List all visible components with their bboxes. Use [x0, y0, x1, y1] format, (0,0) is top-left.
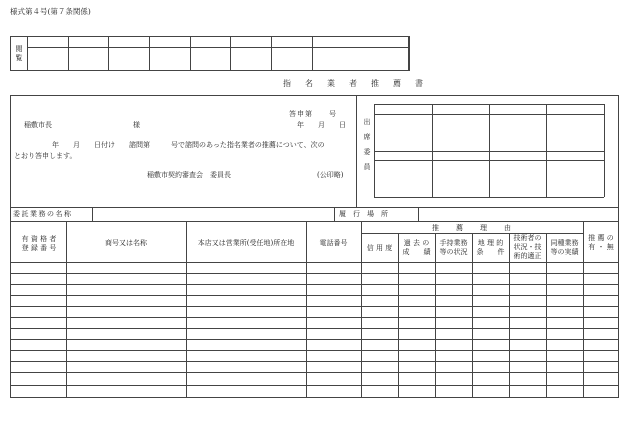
col-office-address: 本店又は営業所(受任地)所在地 — [197, 239, 295, 247]
approval-cell[interactable] — [28, 37, 69, 70]
form-number-label: 様式第４号(第７条関係) — [10, 7, 91, 16]
place-field[interactable] — [419, 208, 618, 220]
approval-divider — [27, 47, 409, 48]
col-qualified-number — [12, 235, 66, 253]
table-row — [10, 350, 619, 351]
approval-label-bottom: 覧 — [15, 53, 23, 62]
honorific: 様 — [133, 121, 140, 129]
divider — [435, 233, 436, 398]
addressee: 稲敷市長 — [24, 121, 52, 129]
header-line: 手持業務 — [439, 239, 468, 247]
approval-cell[interactable] — [191, 37, 232, 70]
divider — [10, 262, 619, 263]
contract-name-field[interactable] — [93, 208, 333, 220]
divider — [356, 95, 357, 207]
table-row — [10, 328, 619, 329]
header-line: 等の状況 — [439, 248, 468, 256]
col-trade-name: 商号又は名称 — [105, 239, 147, 247]
member-label-char: 委 — [363, 148, 371, 156]
approval-cell[interactable] — [69, 37, 110, 70]
table-row — [10, 385, 619, 386]
divider — [398, 233, 399, 398]
table-row — [10, 284, 619, 285]
header-line: 条 件 — [476, 248, 505, 256]
header-line: 等の実績 — [550, 248, 579, 256]
col-recommend-yes-no — [583, 234, 619, 252]
approval-box — [10, 36, 410, 71]
approval-header — [11, 37, 28, 70]
approval-cell[interactable] — [272, 37, 313, 70]
table-row — [10, 317, 619, 318]
col-similar-work — [546, 239, 583, 257]
reply-body-line2: とおり答申します。 — [14, 152, 77, 160]
header-line: 登 録 番 号 — [21, 244, 57, 252]
divider — [432, 104, 433, 197]
document-title: 指名業者推薦書 — [283, 79, 437, 88]
approval-cell[interactable] — [313, 37, 409, 70]
col-credit: 信 用 度 — [366, 244, 393, 252]
attending-members-label — [363, 115, 371, 175]
header-line: 術的適正 — [513, 252, 542, 260]
place-label: 履 行 場 所 — [339, 210, 388, 218]
table-row — [10, 372, 619, 373]
divider — [546, 104, 547, 197]
divider — [489, 104, 490, 197]
col-phone: 電話番号 — [319, 239, 348, 247]
table-row — [10, 295, 619, 296]
col-geographic — [472, 239, 509, 257]
reply-date: 年 月 日 — [297, 121, 346, 129]
col-workload — [435, 239, 472, 257]
divider — [546, 233, 547, 398]
header-line: 状況・技 — [513, 243, 542, 251]
divider — [10, 221, 619, 222]
table-row — [10, 339, 619, 340]
table-row — [10, 361, 619, 362]
approval-cell[interactable] — [231, 37, 272, 70]
header-line: 成 績 — [402, 248, 431, 256]
seal-note: (公印略) — [317, 171, 344, 179]
col-technician — [509, 234, 546, 261]
contract-name-label: 委託業務の名称 — [13, 210, 73, 218]
divider — [374, 197, 604, 198]
approval-cell[interactable] — [109, 37, 150, 70]
member-label-char: 席 — [363, 133, 371, 141]
recommend-reason-header: 推 薦 理 由 — [432, 224, 512, 232]
divider — [604, 104, 605, 197]
table-row — [10, 273, 619, 274]
header-line: 同種業務 — [550, 239, 579, 247]
approval-cell[interactable] — [150, 37, 191, 70]
reply-body-line1: 年 月 日付け 諮問第 号で諮問のあった指名業者の推薦について、次の — [52, 141, 325, 149]
col-past-performance — [398, 239, 435, 257]
committee-chair: 稲敷市契約審査会 委員長 — [147, 171, 231, 179]
header-line: 有 資 格 者 — [21, 235, 57, 243]
header-line: 技術者の — [513, 234, 542, 242]
approval-label-top: 閲 — [15, 45, 23, 54]
table-row — [10, 306, 619, 307]
header-line: 地 理 的 — [477, 239, 504, 247]
header-line: 過 去 の — [403, 239, 430, 247]
reply-number: 答申第 号 — [289, 110, 337, 118]
header-line: 有 ・ 無 — [588, 243, 614, 251]
member-label-char: 員 — [363, 163, 371, 171]
divider — [472, 233, 473, 398]
header-line: 推 薦 の — [588, 234, 614, 242]
divider — [334, 207, 335, 221]
member-label-char: 出 — [363, 118, 371, 126]
